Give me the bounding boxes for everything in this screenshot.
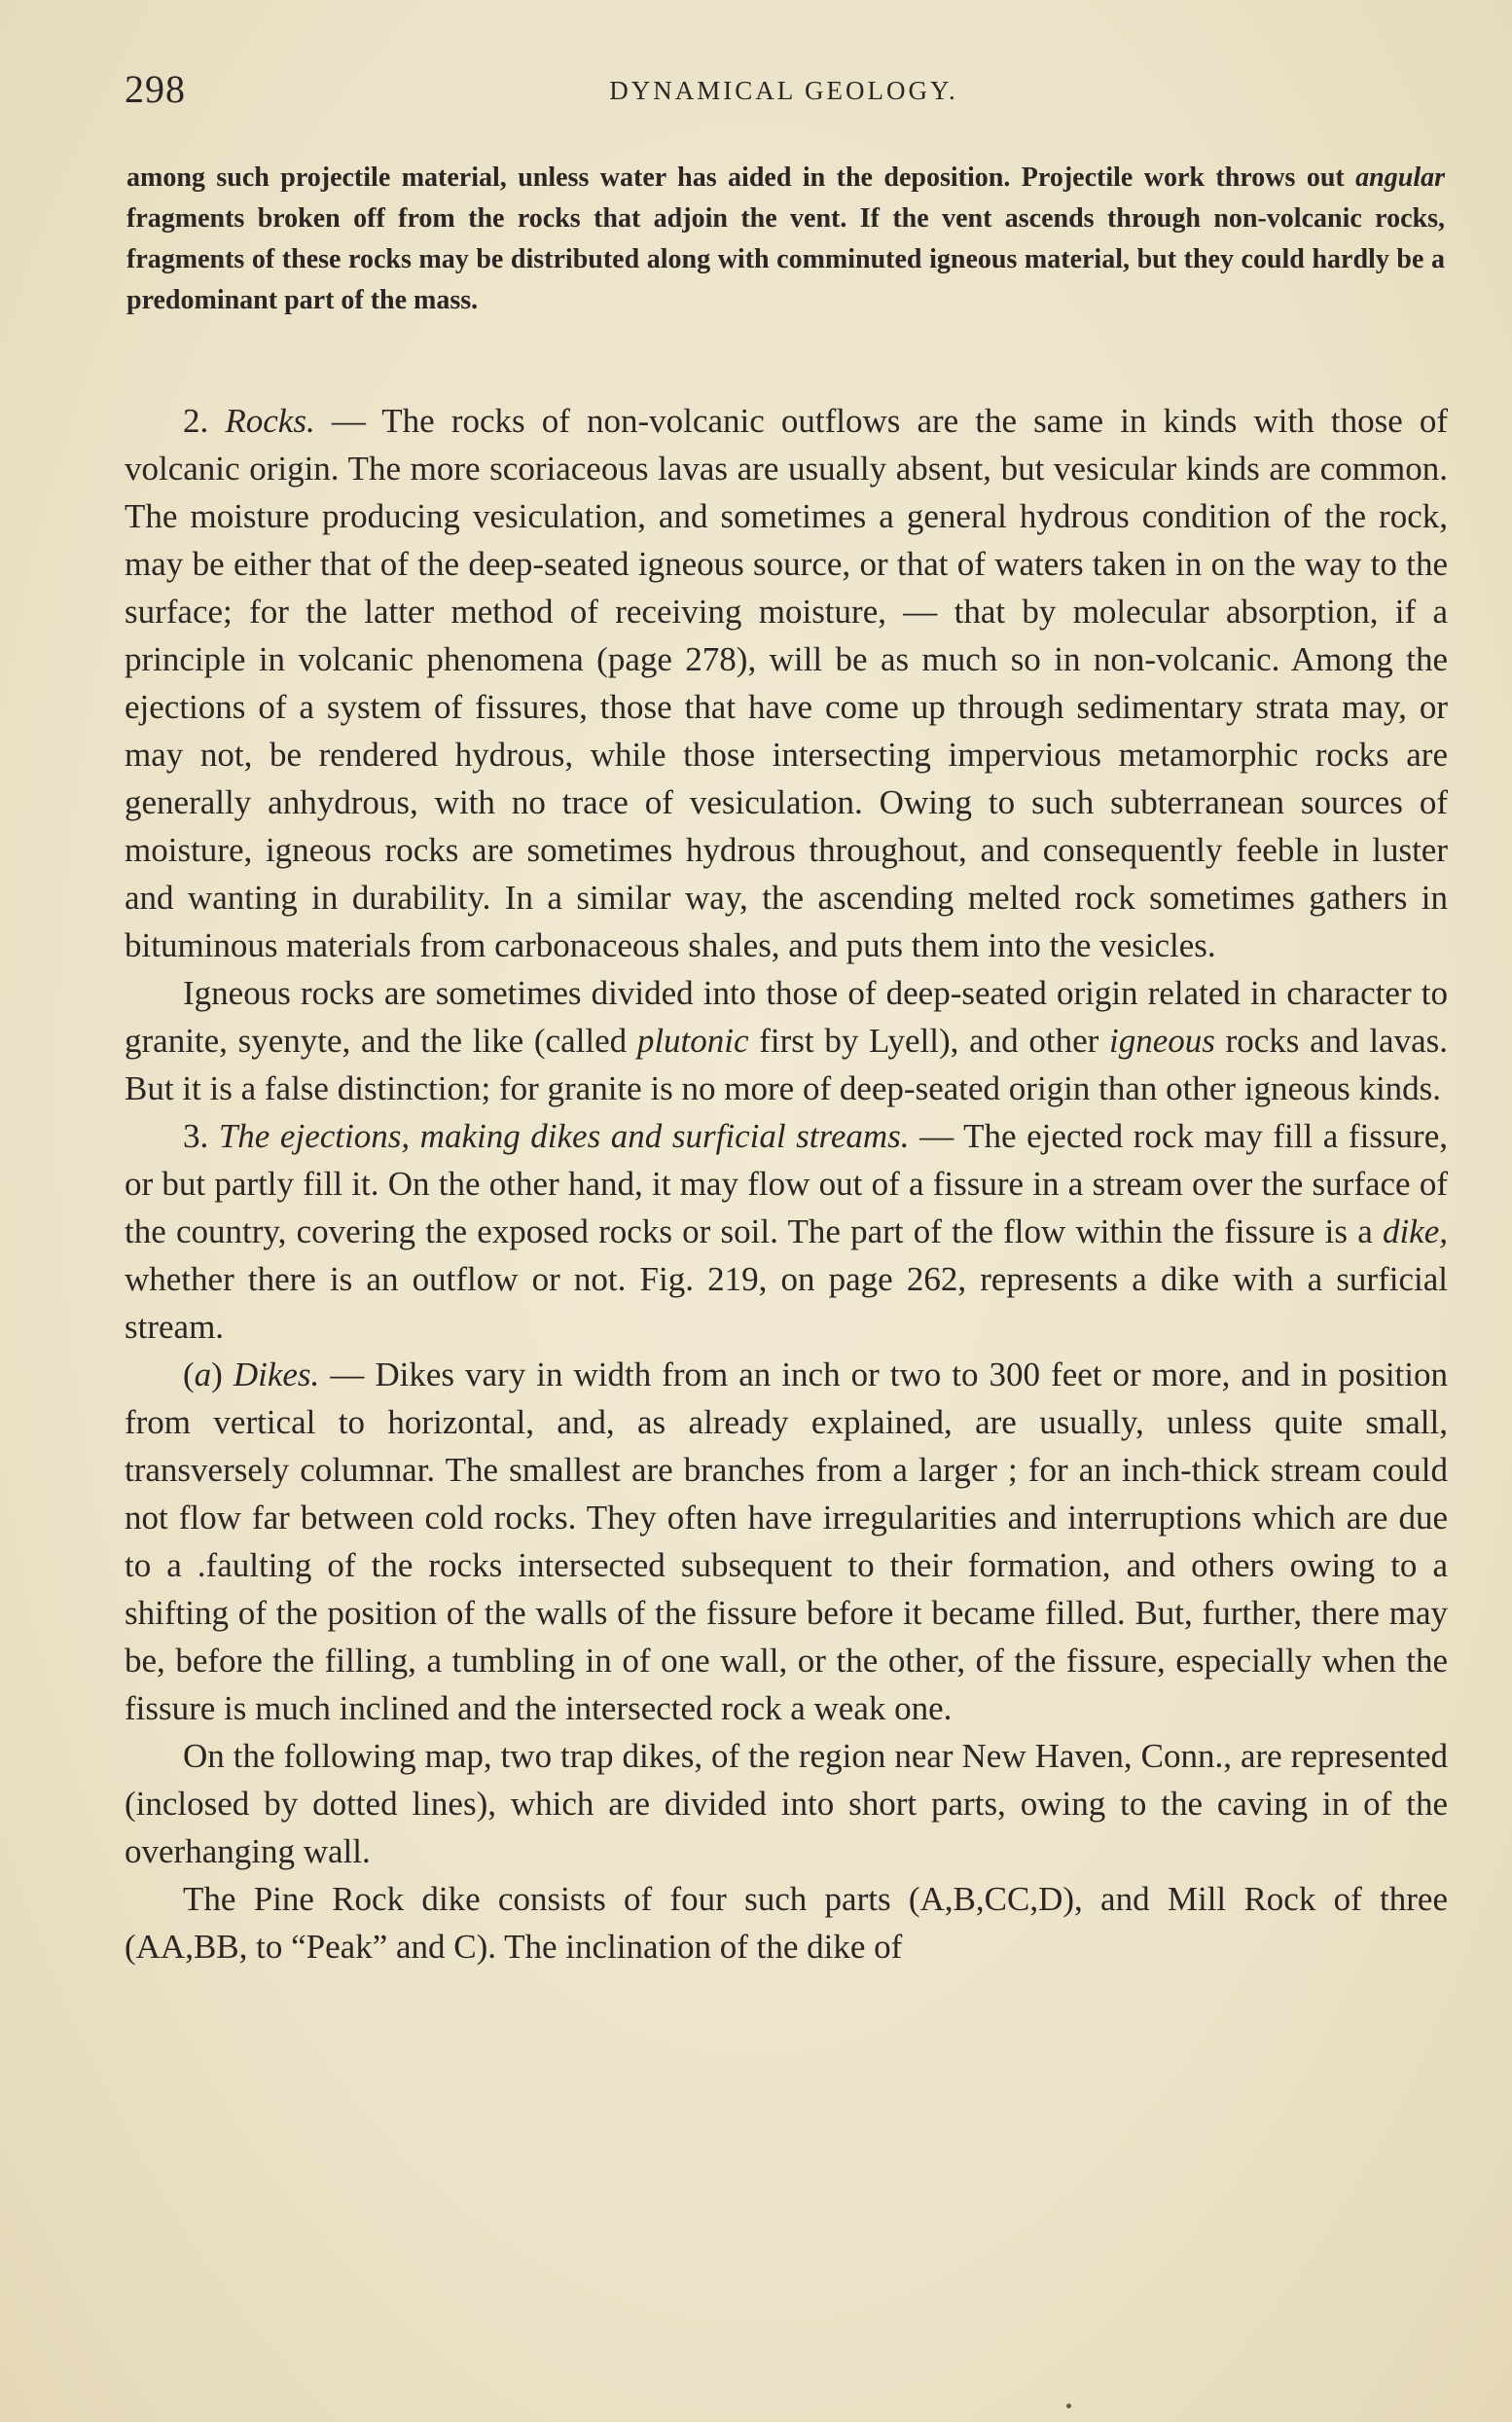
section-heading: Rocks. — [225, 402, 315, 440]
section-number: 2. — [183, 402, 226, 440]
emphasis: dike, — [1382, 1212, 1448, 1250]
section-heading: The ejections, making dikes and surficial streams. — [218, 1117, 910, 1155]
text-run: — The rocks of non-volcanic outflows are the same in kinds with those of volcanic origin. The more scoriaceous lavas are usually absent, but vesicular kinds are common. The moisture producing vesiculation, and sometimes a general hydrous condition of the rock, may be either that of the deep-seated igneous source, or that of waters taken in on the way to the surface; for the latter method of receiving moisture, — that by molecular absorption, if a principle in volcanic phenomena (page 278), will be as much so in non-volcanic. Among the ejections of a system of fissures, those that have come up through sedimentary strata may, or may not, be rendered hydrous, while those intersecting impervious metamorphic rocks are generally anhydrous, with no trace of vesiculation. Owing to such subterranean sources of moisture, igneous rocks are sometimes hydrous throughout, and consequently feeble in luster and wanting in durability. In a similar way, the ascending melted rock sometimes gathers in bituminous materials from carbonaceous shales, and puts them into the vesicles. — [125, 402, 1449, 964]
emphasis: angular — [1355, 163, 1445, 193]
print-speck — [1066, 2404, 1071, 2408]
text-run: — The ejected rock may fill a fissure, or but partly fill it. On the other hand, it may flow out of a fissure in a stream over the surface of the country, covering the exposed rocks or soil. The part of the flow within the fissure is a — [125, 1117, 1448, 1250]
main-text — [125, 397, 1448, 1970]
text-run: — Dikes vary in width from an inch or two to 300 feet or more, and in position from vertical to horizontal, and, as already explained, are usually, unless quite small, transversely columnar. The smallest are branches from a larger ; for an inch-thick stream could not flow far between cold rocks. They often have irregularities and interruptions which are due to a .faulting of the rocks intersected subsequent to their formation, and others owing to a shifting of the position of the walls of the fissure before it became filled. But, further, there may be, before the filling, a tumbling in of one wall, or the other, of the fissure, especially when the fissure is much inclined and the intersected rock a weak one. — [125, 1356, 1449, 1727]
emphasis: igneous — [1108, 1022, 1215, 1060]
running-head: DYNAMICAL GEOLOGY. — [609, 76, 958, 105]
paragraph-igneous — [125, 969, 1448, 1112]
text-run: first by Lyell), and other — [748, 1022, 1109, 1060]
text-run: ( — [183, 1356, 195, 1393]
page-number: 298 — [125, 67, 186, 111]
paragraph-rocks — [125, 397, 1448, 969]
paragraph-pine-rock: The Pine Rock dike consists of four such parts (A,B,CC,D), and Mill Rock of three (AA,BB, to “Peak” and C). The inclination of the dike of — [125, 1880, 1448, 1966]
page-header — [125, 66, 1443, 115]
small-print-paragraph — [126, 158, 1445, 321]
text-run: ) — [211, 1356, 234, 1393]
paragraph-ejections — [125, 1112, 1448, 1351]
paragraph-map: On the following map, two trap dikes, of the region near New Haven, Conn., are represented (inclosed by dotted lines), which are divided into short parts, owing to the caving in of the overhanging wall. — [125, 1737, 1448, 1870]
emphasis: plutonic — [636, 1022, 749, 1060]
text-run: fragments broken off from the rocks that adjoin the vent. If the vent ascends through non-volcanic rocks, fragments of these rocks may be distributed along with comminuted igneous material, but they could hardly be a predominant part of the mass. — [126, 203, 1445, 315]
subsection-heading: Dikes. — [233, 1356, 320, 1393]
text-run: rocks and lavas. But it is a false distinction; for granite is no more of deep-seated origin than other igneous kinds. — [125, 1022, 1448, 1107]
text-run: whether there is an outflow or not. Fig. 219, on page 262, represents a dike with a surficial stream. — [125, 1260, 1448, 1346]
text-run: among such projectile material, unless water has aided in the deposition. Projectile work throws out — [126, 163, 1356, 193]
section-number: 3. — [183, 1117, 219, 1155]
subsection-letter: a — [194, 1356, 212, 1393]
paragraph-dikes — [125, 1351, 1448, 1732]
text-run: Igneous rocks are sometimes divided into those of deep-seated origin related in character to granite, syenyte, and the like (called — [125, 974, 1448, 1060]
